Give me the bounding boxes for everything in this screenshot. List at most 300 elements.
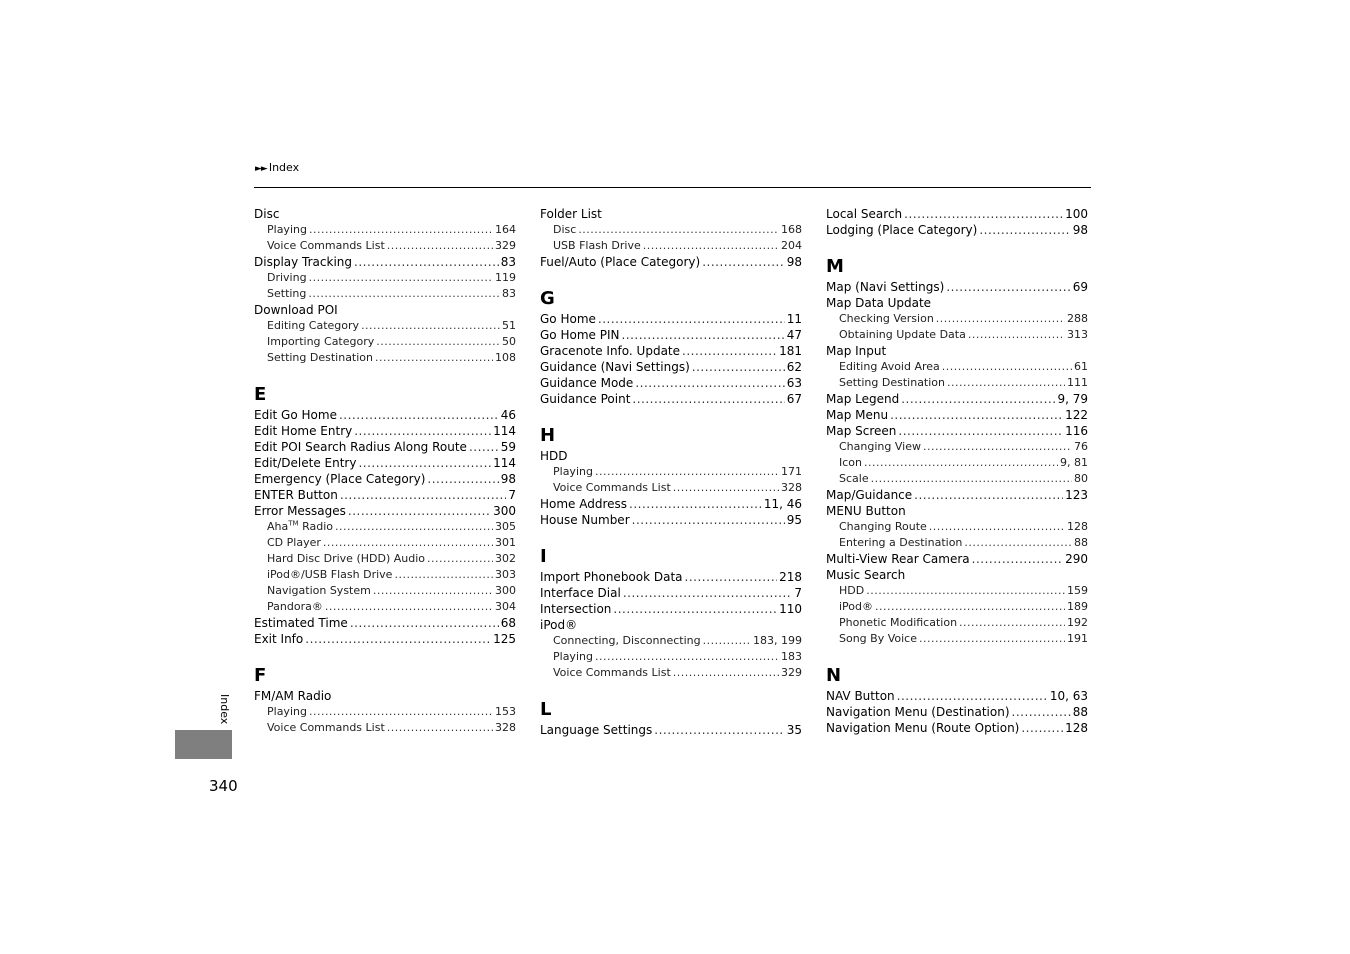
page-reference[interactable]: 88	[1072, 705, 1088, 719]
section-letter: N	[826, 665, 842, 686]
entry-label	[540, 359, 690, 375]
page-reference[interactable]: 168	[781, 223, 802, 236]
index-entry[interactable]	[540, 585, 802, 601]
page-reference[interactable]: 218	[779, 570, 802, 584]
page-reference[interactable]: 100	[1065, 207, 1088, 221]
index-section	[540, 545, 802, 681]
index-subentry[interactable]	[254, 286, 516, 302]
index-entry[interactable]	[254, 503, 516, 519]
page-reference[interactable]: 95	[786, 513, 802, 527]
index-subentry[interactable]	[826, 599, 1088, 615]
index-section	[540, 287, 802, 407]
page-reference[interactable]: 329	[781, 666, 802, 679]
index-subentry[interactable]	[826, 359, 1088, 375]
index-subentry[interactable]	[254, 519, 516, 535]
entry-label-text: Playing	[553, 465, 593, 478]
leader-dots	[682, 343, 777, 359]
leader-dots	[972, 551, 1063, 567]
entry-label	[267, 318, 359, 334]
entry-label-text: Map Input	[826, 344, 887, 358]
index-subentry[interactable]	[540, 633, 802, 649]
entry-label-text: Voice Commands List	[267, 721, 385, 734]
entry-label-text: Setting Destination	[839, 376, 946, 389]
leader-dots	[904, 206, 1063, 222]
entry-label-text: Display Tracking	[254, 255, 353, 269]
entry-label	[553, 633, 701, 649]
page-reference[interactable]: 80	[1074, 472, 1088, 485]
entry-label-text: Folder List	[540, 207, 602, 221]
page-reference[interactable]: 128	[1067, 520, 1088, 533]
index-entry[interactable]	[540, 448, 802, 464]
entry-label	[267, 519, 333, 535]
entry-label	[839, 631, 917, 647]
entry-label	[839, 519, 927, 535]
entry-label-text: Multi-View Rear Camera	[826, 552, 970, 566]
index-entry[interactable]	[254, 688, 516, 704]
index-subentry[interactable]	[826, 535, 1088, 551]
page-reference[interactable]: 59	[500, 440, 516, 454]
index-entry[interactable]	[826, 279, 1088, 295]
entry-label	[540, 496, 627, 512]
page-reference[interactable]: 204	[781, 239, 802, 252]
index-entry[interactable]	[826, 503, 1088, 519]
page-reference[interactable]: 110	[779, 602, 802, 616]
entry-label	[254, 407, 337, 423]
entry-label-text: Map (Navi Settings)	[826, 280, 945, 294]
index-entry[interactable]	[826, 704, 1088, 720]
page-reference[interactable]: 116	[1065, 424, 1088, 438]
leader-dots	[339, 407, 499, 423]
index-section	[254, 206, 516, 366]
entry-label	[553, 222, 576, 238]
entry-label-text: Edit Home Entry	[254, 424, 353, 438]
entry-label	[267, 599, 323, 615]
entry-label	[826, 503, 906, 519]
index-subentry[interactable]	[254, 567, 516, 583]
entry-label	[267, 567, 392, 583]
breadcrumb-label[interactable]: Index	[268, 161, 300, 174]
entry-label-text: Edit Go Home	[254, 408, 337, 422]
entry-label	[826, 720, 1019, 736]
index-subentry[interactable]	[254, 270, 516, 286]
leader-dots	[340, 487, 507, 503]
page-reference[interactable]: 290	[1065, 552, 1088, 566]
entry-label-text: HDD	[540, 449, 568, 463]
leader-dots	[692, 359, 785, 375]
index-entry[interactable]	[826, 688, 1088, 704]
index-entry[interactable]	[254, 302, 516, 318]
entry-label	[553, 665, 671, 681]
index-entry[interactable]	[826, 551, 1088, 567]
index-entry[interactable]	[254, 471, 516, 487]
index-subentry[interactable]	[826, 327, 1088, 343]
page-reference[interactable]: 328	[781, 481, 802, 494]
entry-label	[540, 617, 577, 633]
page-reference[interactable]: 62	[786, 360, 802, 374]
entry-label	[826, 551, 970, 567]
index-column-2	[540, 206, 802, 738]
entry-label-text: Importing Category	[267, 335, 375, 348]
entry-label	[540, 448, 568, 464]
page-reference[interactable]: 114	[493, 424, 516, 438]
index-subentry[interactable]	[540, 665, 802, 681]
page-reference[interactable]: 189	[1067, 600, 1088, 613]
index-subentry[interactable]	[826, 311, 1088, 327]
index-entry[interactable]	[540, 512, 802, 528]
entry-label-text: Navigation Menu (Destination)	[826, 705, 1010, 719]
index-subentry[interactable]	[254, 551, 516, 567]
entry-label-text: MENU Button	[826, 504, 906, 518]
entry-label-text: HDD	[839, 584, 865, 597]
page-reference[interactable]: 50	[502, 335, 516, 348]
page-reference[interactable]: 183, 199	[753, 634, 802, 647]
page-reference[interactable]: 88	[1074, 536, 1088, 549]
entry-label-text: Editing Category	[267, 319, 360, 332]
index-subentry[interactable]	[826, 439, 1088, 455]
leader-dots	[673, 665, 779, 681]
index-entry[interactable]	[254, 439, 516, 455]
index-subentry[interactable]	[254, 535, 516, 551]
entry-label-text: Changing View	[839, 440, 921, 453]
page-reference[interactable]: 181	[779, 344, 802, 358]
entry-label	[267, 334, 374, 350]
index-entry[interactable]	[826, 391, 1088, 407]
entry-label-text: Home Address	[540, 497, 628, 511]
entry-label-text: Emergency (Place Category)	[254, 472, 426, 486]
page-reference[interactable]: 305	[495, 520, 516, 533]
index-column-3	[826, 206, 1088, 736]
page-reference[interactable]: 83	[500, 255, 516, 269]
leader-dots	[871, 471, 1072, 487]
leader-dots	[643, 238, 779, 254]
entry-label	[254, 688, 331, 704]
index-entry[interactable]	[540, 254, 802, 270]
index-section	[826, 664, 1088, 736]
index-subentry[interactable]	[254, 599, 516, 615]
index-subentry[interactable]	[826, 583, 1088, 599]
index-subentry[interactable]	[254, 583, 516, 599]
page-reference[interactable]: 47	[786, 328, 802, 342]
entry-label-text: Editing Avoid Area	[839, 360, 940, 373]
index-entry[interactable]	[254, 423, 516, 439]
page-reference[interactable]: 119	[495, 271, 516, 284]
index-entry[interactable]	[826, 423, 1088, 439]
leader-dots	[335, 519, 493, 535]
page-reference[interactable]: 171	[781, 465, 802, 478]
index-subentry[interactable]	[540, 649, 802, 665]
page-reference[interactable]: 114	[493, 456, 516, 470]
index-subentry[interactable]	[826, 631, 1088, 647]
entry-label	[267, 270, 307, 286]
leader-dots	[864, 455, 1058, 471]
index-subentry[interactable]	[540, 238, 802, 254]
page-reference[interactable]: 7	[508, 488, 516, 502]
leader-dots	[947, 375, 1065, 391]
index-entry[interactable]	[826, 206, 1088, 222]
entry-label	[540, 311, 596, 327]
section-letter: L	[540, 699, 552, 720]
page-reference[interactable]: 111	[1067, 376, 1088, 389]
page-reference[interactable]: 76	[1074, 440, 1088, 453]
entry-label-suffix: Radio	[298, 520, 333, 533]
leader-dots	[595, 649, 779, 665]
index-entry[interactable]	[826, 720, 1088, 736]
page-reference[interactable]: 98	[786, 255, 802, 269]
leader-dots	[654, 722, 784, 738]
page-reference[interactable]: 128	[1065, 721, 1088, 735]
index-section	[254, 664, 516, 736]
index-subentry[interactable]	[254, 350, 516, 366]
index-entry[interactable]	[540, 496, 802, 512]
leader-dots	[629, 496, 762, 512]
page-reference[interactable]: 11	[786, 312, 802, 326]
index-subentry[interactable]	[826, 471, 1088, 487]
leader-dots	[914, 487, 1063, 503]
entry-label	[839, 439, 921, 455]
entry-label	[540, 327, 619, 343]
entry-label	[826, 423, 896, 439]
page-reference[interactable]: 153	[495, 705, 516, 718]
leader-dots	[354, 423, 491, 439]
entry-label-text: Intersection	[540, 602, 612, 616]
index-entry[interactable]	[540, 569, 802, 585]
leader-dots	[305, 631, 491, 647]
index-entry[interactable]	[254, 487, 516, 503]
entry-label-text: Guidance (Navi Settings)	[540, 360, 690, 374]
leader-dots	[361, 318, 500, 334]
page-reference[interactable]: 122	[1065, 408, 1088, 422]
leader-dots	[376, 334, 500, 350]
leader-dots	[703, 633, 751, 649]
page-reference[interactable]: 51	[502, 319, 516, 332]
page-reference[interactable]: 303	[495, 568, 516, 581]
entry-label	[540, 343, 680, 359]
entry-label	[553, 480, 671, 496]
leader-dots	[897, 688, 1048, 704]
page-reference[interactable]: 108	[495, 351, 516, 364]
entry-label	[839, 583, 864, 599]
index-entry[interactable]	[540, 391, 802, 407]
entry-label-text: Icon	[839, 456, 862, 469]
index-subentry[interactable]	[540, 480, 802, 496]
entry-label-text: Playing	[267, 705, 307, 718]
index-subentry[interactable]	[254, 222, 516, 238]
sidebar-tab-marker[interactable]	[175, 730, 232, 759]
index-entry[interactable]	[540, 601, 802, 617]
entry-label-text: Map Data Update	[826, 296, 932, 310]
index-subentry[interactable]	[254, 334, 516, 350]
page-reference[interactable]: 288	[1067, 312, 1088, 325]
index-entry[interactable]	[254, 631, 516, 647]
entry-label	[254, 423, 352, 439]
entry-label-text: Error Messages	[254, 504, 346, 518]
leader-dots	[632, 391, 784, 407]
page-reference[interactable]: 191	[1067, 632, 1088, 645]
index-subentry[interactable]	[826, 519, 1088, 535]
index-entry[interactable]	[254, 615, 516, 631]
index-subentry[interactable]	[826, 375, 1088, 391]
index-subentry[interactable]	[254, 720, 516, 736]
leader-dots	[673, 480, 779, 496]
page-reference[interactable]: 83	[502, 287, 516, 300]
entry-label-text: Go Home	[540, 312, 596, 326]
page-reference[interactable]: 11, 46	[763, 497, 802, 511]
leader-dots	[875, 599, 1065, 615]
entry-label-text: Disc	[553, 223, 577, 236]
index-entry[interactable]	[254, 407, 516, 423]
index-entry[interactable]	[540, 359, 802, 375]
leader-dots	[387, 720, 493, 736]
entry-label-text: Driving	[267, 271, 307, 284]
entry-label	[267, 720, 385, 736]
entry-label-text: Disc	[254, 207, 280, 221]
index-subentry[interactable]	[254, 238, 516, 254]
page-reference[interactable]: 9, 79	[1057, 392, 1088, 406]
entry-label-text: ENTER Button	[254, 488, 338, 502]
leader-dots	[309, 704, 493, 720]
leader-dots	[1012, 704, 1071, 720]
index-entry[interactable]	[826, 222, 1088, 238]
entry-label	[254, 615, 348, 631]
header-rule	[254, 187, 1091, 188]
entry-label	[267, 286, 306, 302]
page-reference[interactable]: 61	[1074, 360, 1088, 373]
page-reference[interactable]: 9, 81	[1060, 456, 1088, 469]
entry-label	[839, 455, 862, 471]
page-reference[interactable]: 123	[1065, 488, 1088, 502]
entry-label-text: Phonetic Modification	[839, 616, 958, 629]
leader-dots	[964, 535, 1072, 551]
leader-dots	[929, 519, 1065, 535]
section-letter: M	[826, 256, 844, 277]
entry-label	[826, 206, 902, 222]
index-entry[interactable]	[540, 343, 802, 359]
page-reference[interactable]: 304	[495, 600, 516, 613]
page-reference[interactable]: 329	[495, 239, 516, 252]
leader-dots	[325, 599, 493, 615]
entry-label-text: Playing	[553, 650, 593, 663]
page-reference[interactable]: 159	[1067, 584, 1088, 597]
entry-label	[839, 327, 966, 343]
page-reference[interactable]: 328	[495, 721, 516, 734]
page-reference[interactable]: 300	[493, 504, 516, 518]
leader-dots	[469, 439, 499, 455]
entry-label-text: Language Settings	[540, 723, 653, 737]
page-reference[interactable]: 164	[495, 223, 516, 236]
leader-dots	[373, 583, 493, 599]
entry-label	[540, 206, 602, 222]
leader-dots	[1021, 720, 1063, 736]
leader-dots	[898, 423, 1063, 439]
page-reference[interactable]: 69	[1072, 280, 1088, 294]
page-reference[interactable]: 300	[495, 584, 516, 597]
leader-dots	[375, 350, 493, 366]
leader-dots	[595, 464, 779, 480]
leader-dots	[358, 455, 491, 471]
entry-label-text: Download POI	[254, 303, 338, 317]
page-reference[interactable]: 35	[786, 723, 802, 737]
index-subentry[interactable]	[540, 464, 802, 480]
page-reference[interactable]: 68	[500, 616, 516, 630]
trademark-superscript: TM	[288, 519, 299, 528]
section-letter: F	[254, 665, 267, 686]
entry-label	[267, 222, 307, 238]
index-entry[interactable]	[826, 343, 1088, 359]
entry-label-text: Voice Commands List	[553, 666, 671, 679]
entry-label-text: Fuel/Auto (Place Category)	[540, 255, 701, 269]
entry-label	[839, 599, 873, 615]
leader-dots	[632, 512, 785, 528]
entry-label	[553, 238, 641, 254]
page-reference[interactable]: 98	[500, 472, 516, 486]
index-subentry[interactable]	[254, 704, 516, 720]
index-entry[interactable]	[540, 327, 802, 343]
entry-label-text: iPod®	[540, 618, 578, 632]
index-entry[interactable]	[540, 617, 802, 633]
entry-label	[826, 222, 977, 238]
index-entry[interactable]	[540, 206, 802, 222]
index-entry[interactable]	[540, 375, 802, 391]
index-entry[interactable]	[540, 311, 802, 327]
page-reference[interactable]: 301	[495, 536, 516, 549]
page-reference[interactable]: 125	[493, 632, 516, 646]
entry-label-text: Voice Commands List	[267, 239, 385, 252]
page-reference[interactable]: 7	[794, 586, 802, 600]
index-subentry[interactable]	[826, 615, 1088, 631]
entry-label-text: Playing	[267, 223, 307, 236]
leader-dots	[623, 585, 793, 601]
leader-dots	[946, 279, 1070, 295]
entry-label-text: Connecting, Disconnecting	[553, 634, 701, 647]
leader-dots	[354, 254, 499, 270]
index-entry[interactable]	[826, 295, 1088, 311]
page-reference[interactable]: 313	[1067, 328, 1088, 341]
index-subentry[interactable]	[254, 318, 516, 334]
page-reference[interactable]: 10, 63	[1049, 689, 1088, 703]
entry-label	[254, 471, 425, 487]
index-entry[interactable]	[540, 722, 802, 738]
page-reference[interactable]: 192	[1067, 616, 1088, 629]
section-letter: H	[540, 425, 556, 446]
page-reference[interactable]: 46	[500, 408, 516, 422]
entry-label-text: Map Legend	[826, 392, 900, 406]
entry-label-text: USB Flash Drive	[553, 239, 641, 252]
entry-label	[254, 206, 279, 222]
index-entry[interactable]	[254, 206, 516, 222]
page-reference[interactable]: 183	[781, 650, 802, 663]
index-entry[interactable]	[254, 455, 516, 471]
index-entry[interactable]	[254, 254, 516, 270]
page-reference[interactable]: 63	[786, 376, 802, 390]
breadcrumb-arrow-icon: ►►	[255, 164, 267, 174]
index-subentry[interactable]	[826, 455, 1088, 471]
entry-label-text: Lodging (Place Category)	[826, 223, 978, 237]
index-entry[interactable]	[826, 407, 1088, 423]
page-reference[interactable]: 98	[1072, 223, 1088, 237]
leader-dots	[427, 551, 493, 567]
index-entry[interactable]	[826, 567, 1088, 583]
leader-dots	[890, 407, 1063, 423]
index-entry[interactable]	[826, 487, 1088, 503]
page-reference[interactable]: 302	[495, 552, 516, 565]
breadcrumb	[255, 160, 299, 177]
entry-label-text: Gracenote Info. Update	[540, 344, 681, 358]
page-reference[interactable]: 67	[786, 392, 802, 406]
index-subentry[interactable]	[540, 222, 802, 238]
entry-label-text: iPod®	[839, 600, 874, 613]
entry-label-text: Exit Info	[254, 632, 304, 646]
entry-label	[826, 487, 912, 503]
